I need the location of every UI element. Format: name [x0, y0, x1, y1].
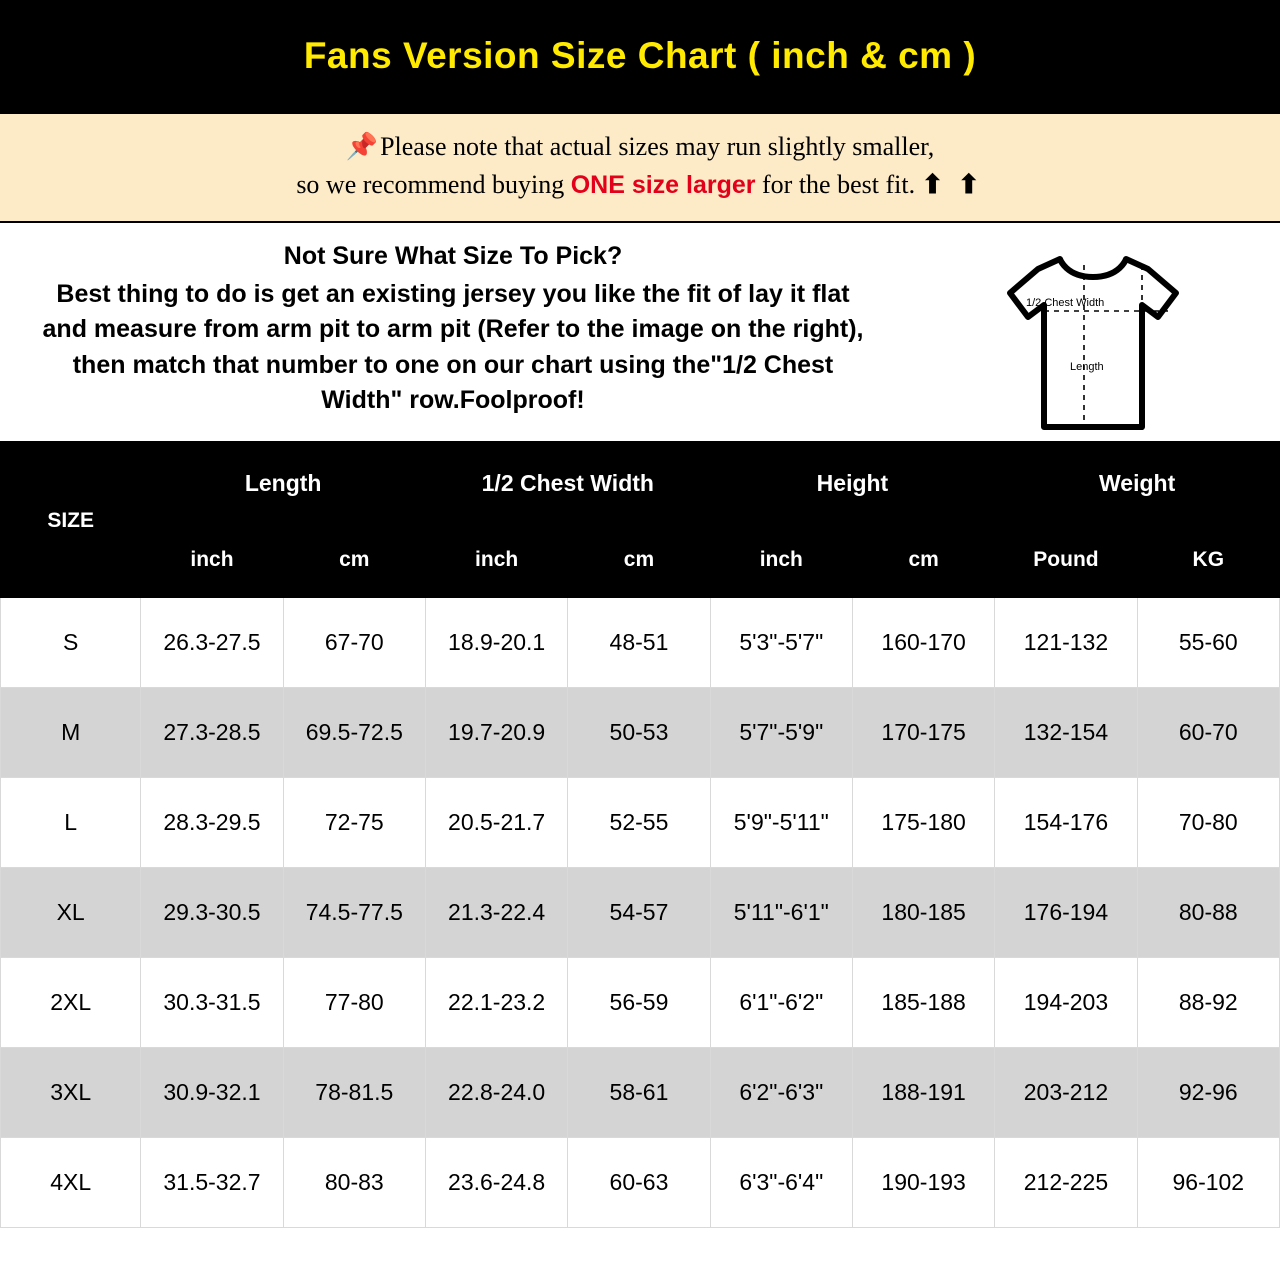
table-header-units: [1, 523, 1280, 598]
size-table: [0, 443, 1280, 1228]
cell-weight-kg: 96-102: [1137, 1138, 1279, 1228]
length-label: Length: [1070, 361, 1104, 374]
table-row: [1, 868, 1280, 958]
pin-icon: 📌: [345, 132, 379, 161]
cell-chest-cm: 54-57: [568, 868, 710, 958]
cell-chest-inch: 22.8-24.0: [425, 1048, 567, 1138]
cell-chest-inch: 23.6-24.8: [425, 1138, 567, 1228]
cell-height-inch: 5'9"-5'11": [710, 778, 852, 868]
advice-line-4: then match that number to one on our chart using the"1/2 Chest: [72, 350, 834, 379]
cell-weight-kg: 60-70: [1137, 688, 1279, 778]
cell-length-inch: 30.3-31.5: [141, 958, 283, 1048]
cell-height-cm: 170-175: [852, 688, 994, 778]
table-row: [1, 958, 1280, 1048]
table-row: [1, 1048, 1280, 1138]
header-length-inch: inch: [141, 523, 283, 598]
header-chest-inch: inch: [425, 523, 567, 598]
cell-height-inch: 5'11"-6'1": [710, 868, 852, 958]
header-group-length: Length: [141, 444, 426, 523]
cell-height-inch: 5'3"-5'7": [710, 598, 852, 688]
cell-height-inch: 6'1"-6'2": [710, 958, 852, 1048]
table-head: [1, 444, 1280, 598]
row-size: 4XL: [1, 1138, 141, 1228]
cell-weight-kg: 70-80: [1137, 778, 1279, 868]
cell-length-cm: 67-70: [283, 598, 425, 688]
cell-weight-kg: 88-92: [1137, 958, 1279, 1048]
cell-height-inch: 5'7"-5'9": [710, 688, 852, 778]
cell-length-cm: 74.5-77.5: [283, 868, 425, 958]
cell-weight-kg: 92-96: [1137, 1048, 1279, 1138]
header-size: SIZE: [1, 444, 141, 598]
cell-weight-pound: 154-176: [995, 778, 1137, 868]
cell-height-cm: 190-193: [852, 1138, 994, 1228]
table-header-groups: [1, 444, 1280, 523]
cell-chest-cm: 52-55: [568, 778, 710, 868]
chest-width-label: 1/2 Chest Width: [1026, 297, 1105, 310]
cell-weight-kg: 55-60: [1137, 598, 1279, 688]
row-size: 2XL: [1, 958, 141, 1048]
note-line-1: [0, 128, 1280, 166]
cell-length-cm: 72-75: [283, 778, 425, 868]
cell-height-cm: 175-180: [852, 778, 994, 868]
header-group-chest: 1/2 Chest Width: [425, 444, 710, 523]
cell-length-cm: 69.5-72.5: [283, 688, 425, 778]
advice-line-3: and measure from arm pit to arm pit (Refer to the image on the right),: [42, 315, 864, 344]
cell-weight-pound: 212-225: [995, 1138, 1137, 1228]
cell-height-inch: 6'2"-6'3": [710, 1048, 852, 1138]
cell-weight-pound: 194-203: [995, 958, 1137, 1048]
note-text-1: Please note that actual sizes may run slightly smaller,: [380, 132, 935, 161]
advice-line-1: Not Sure What Size To Pick?: [283, 242, 623, 271]
header-height-inch: inch: [710, 523, 852, 598]
cell-chest-cm: 48-51: [568, 598, 710, 688]
cell-chest-inch: 20.5-21.7: [425, 778, 567, 868]
cell-chest-cm: 56-59: [568, 958, 710, 1048]
cell-height-cm: 185-188: [852, 958, 994, 1048]
cell-chest-inch: 19.7-20.9: [425, 688, 567, 778]
cell-chest-cm: 60-63: [568, 1138, 710, 1228]
advice-line-5: Width" row.Foolproof!: [321, 386, 585, 415]
table-row: [1, 688, 1280, 778]
cell-length-inch: 29.3-30.5: [141, 868, 283, 958]
cell-height-inch: 6'3"-6'4": [710, 1138, 852, 1228]
cell-chest-inch: 22.1-23.2: [425, 958, 567, 1048]
tshirt-icon: [998, 245, 1188, 445]
cell-length-inch: 31.5-32.7: [141, 1138, 283, 1228]
cell-weight-kg: 80-88: [1137, 868, 1279, 958]
header-height-cm: cm: [852, 523, 994, 598]
table-row: [1, 598, 1280, 688]
cell-weight-pound: 132-154: [995, 688, 1137, 778]
cell-weight-pound: 176-194: [995, 868, 1137, 958]
table-row: [1, 1138, 1280, 1228]
table-row: [1, 778, 1280, 868]
advice-text: [0, 239, 900, 419]
note-text-2a: so we recommend buying: [296, 169, 571, 199]
header-chest-cm: cm: [568, 523, 710, 598]
note-highlight: ONE size larger: [570, 170, 756, 199]
page-title: Fans Version Size Chart ( inch & cm ): [303, 35, 977, 76]
cell-length-inch: 30.9-32.1: [141, 1048, 283, 1138]
cell-height-cm: 180-185: [852, 868, 994, 958]
note-strip: [0, 112, 1280, 223]
row-size: L: [1, 778, 141, 868]
advice-section: [0, 223, 1280, 443]
header-weight-kg: KG: [1137, 523, 1279, 598]
cell-chest-cm: 50-53: [568, 688, 710, 778]
row-size: 3XL: [1, 1048, 141, 1138]
cell-height-cm: 160-170: [852, 598, 994, 688]
cell-chest-inch: 21.3-22.4: [425, 868, 567, 958]
cell-length-cm: 78-81.5: [283, 1048, 425, 1138]
header-group-height: Height: [710, 444, 995, 523]
cell-weight-pound: 121-132: [995, 598, 1137, 688]
note-line-2: [0, 166, 1280, 204]
table-body: [1, 598, 1280, 1228]
header-length-cm: cm: [283, 523, 425, 598]
note-text-2b: for the best fit.: [755, 169, 916, 199]
header-weight-pound: Pound: [995, 523, 1137, 598]
cell-weight-pound: 203-212: [995, 1048, 1137, 1138]
cell-chest-cm: 58-61: [568, 1048, 710, 1138]
row-size: M: [1, 688, 141, 778]
cell-length-inch: 26.3-27.5: [141, 598, 283, 688]
row-size: S: [1, 598, 141, 688]
cell-height-cm: 188-191: [852, 1048, 994, 1138]
header-group-weight: Weight: [995, 444, 1280, 523]
cell-length-cm: 77-80: [283, 958, 425, 1048]
header-banner: [0, 0, 1280, 112]
advice-line-2: Best thing to do is get an existing jersey you like the fit of lay it flat: [56, 279, 850, 308]
up-arrows-icon: ⬆ ⬆: [921, 169, 984, 199]
cell-length-inch: 28.3-29.5: [141, 778, 283, 868]
cell-length-inch: 27.3-28.5: [141, 688, 283, 778]
cell-chest-inch: 18.9-20.1: [425, 598, 567, 688]
row-size: XL: [1, 868, 141, 958]
cell-length-cm: 80-83: [283, 1138, 425, 1228]
